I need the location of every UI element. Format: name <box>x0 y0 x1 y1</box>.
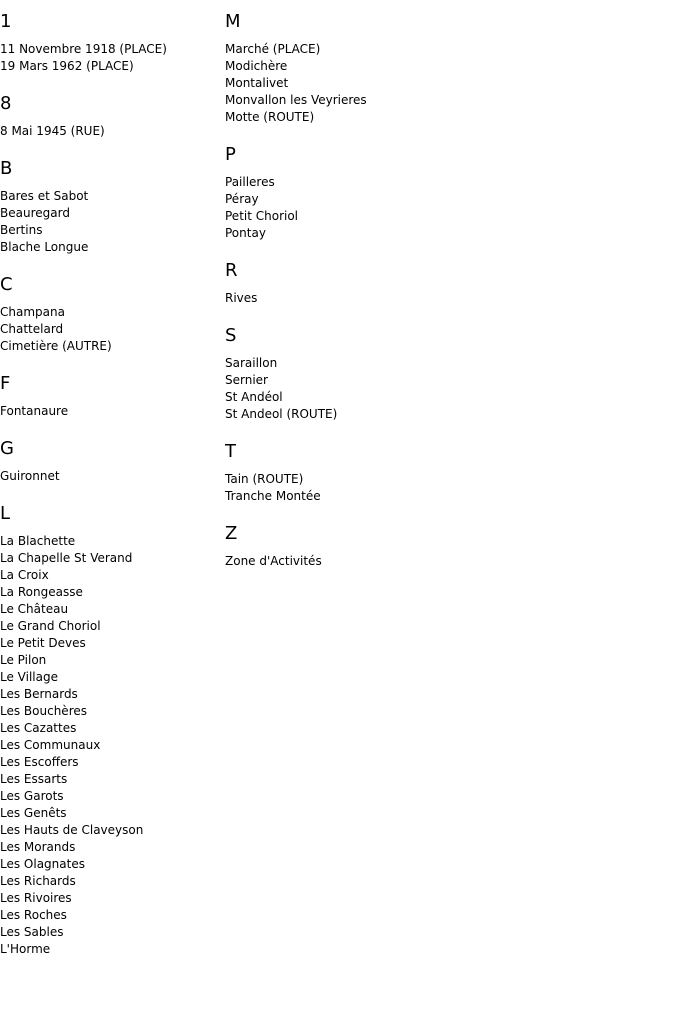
street-list <box>0 188 220 256</box>
section-letter: P <box>225 144 236 165</box>
section-letter: L <box>0 503 11 524</box>
street-item: Le Pilon <box>0 653 47 667</box>
street-item: Les Richards <box>0 874 76 888</box>
section-letter: S <box>225 325 237 346</box>
street-item: Les Essarts <box>0 772 68 786</box>
street-item: Zone d'Activités <box>225 554 322 568</box>
index-section-t <box>225 441 665 505</box>
street-item: Les Olagnates <box>0 857 85 871</box>
street-item: Blache Longue <box>0 240 89 254</box>
street-item: Monvallon les Veyrieres <box>225 93 367 107</box>
street-item: Le Grand Choriol <box>0 619 101 633</box>
street-item: Les Escoffers <box>0 755 79 769</box>
street-item: 11 Novembre 1918 (PLACE) <box>0 42 167 56</box>
index-section-1 <box>0 11 220 75</box>
street-item: Les Morands <box>0 840 76 854</box>
street-item: L'Horme <box>0 942 51 956</box>
index-section-g <box>0 438 220 485</box>
street-item: Motte (ROUTE) <box>225 110 315 124</box>
section-letter: B <box>0 158 13 179</box>
street-item: La Blachette <box>0 534 76 548</box>
street-list <box>225 41 665 126</box>
street-item: St Andéol <box>225 390 283 404</box>
street-item: Chattelard <box>0 322 64 336</box>
index-section-8 <box>0 93 220 140</box>
street-item: Beauregard <box>0 206 70 220</box>
street-list <box>225 553 665 570</box>
street-item: Le Village <box>0 670 58 684</box>
street-item: Bares et Sabot <box>0 189 89 203</box>
street-item: Modichère <box>225 59 288 73</box>
section-letter: Z <box>225 523 238 544</box>
street-list <box>0 468 220 485</box>
street-item: Le Petit Deves <box>0 636 86 650</box>
street-item: Les Sables <box>0 925 64 939</box>
street-list <box>0 533 220 958</box>
street-item: Guironnet <box>0 469 60 483</box>
street-item: Montalivet <box>225 76 289 90</box>
index-section-f <box>0 373 220 420</box>
street-item: Pailleres <box>225 175 275 189</box>
section-letter: G <box>0 438 14 459</box>
street-item: Saraillon <box>225 356 278 370</box>
index-section-s <box>225 325 665 423</box>
street-item: Rives <box>225 291 258 305</box>
street-item: Péray <box>225 192 259 206</box>
street-item: 19 Mars 1962 (PLACE) <box>0 59 134 73</box>
street-item: Champana <box>0 305 65 319</box>
street-item: Les Rivoires <box>0 891 72 905</box>
index-section-p <box>225 144 665 242</box>
street-item: Pontay <box>225 226 266 240</box>
index-section-l <box>0 503 220 958</box>
street-item: Sernier <box>225 373 268 387</box>
street-item: Petit Choriol <box>225 209 299 223</box>
section-letter: C <box>0 274 13 295</box>
section-letter: T <box>225 441 236 462</box>
street-item: La Croix <box>0 568 49 582</box>
street-list <box>0 41 220 75</box>
street-list <box>225 174 665 242</box>
street-item: Tain (ROUTE) <box>225 472 304 486</box>
index-section-z <box>225 523 665 570</box>
street-item: Tranche Montée <box>225 489 321 503</box>
street-item: Cimetière (AUTRE) <box>0 339 112 353</box>
index-section-c <box>0 274 220 355</box>
street-list <box>225 471 665 505</box>
section-letter: M <box>225 11 241 32</box>
street-item: Les Bouchères <box>0 704 87 718</box>
street-list <box>0 304 220 355</box>
street-item: Les Communaux <box>0 738 101 752</box>
street-list <box>225 355 665 423</box>
section-letter: 1 <box>0 11 12 32</box>
section-letter: 8 <box>0 93 12 114</box>
street-item: Les Garots <box>0 789 64 803</box>
section-letter: F <box>0 373 11 394</box>
street-item: Le Château <box>0 602 69 616</box>
street-item: 8 Mai 1945 (RUE) <box>0 124 105 138</box>
street-list <box>225 290 665 307</box>
street-item: Bertins <box>0 223 43 237</box>
street-item: La Chapelle St Verand <box>0 551 133 565</box>
street-item: Les Genêts <box>0 806 67 820</box>
street-item: Les Bernards <box>0 687 78 701</box>
street-item: Fontanaure <box>0 404 69 418</box>
index-section-m <box>225 11 665 126</box>
street-item: La Rongeasse <box>0 585 83 599</box>
street-item: Marché (PLACE) <box>225 42 321 56</box>
index-section-b <box>0 158 220 256</box>
street-list <box>0 123 220 140</box>
street-item: Les Cazattes <box>0 721 77 735</box>
street-list <box>0 403 220 420</box>
index-section-r <box>225 260 665 307</box>
street-index-left-column <box>0 0 220 958</box>
street-item: St Andeol (ROUTE) <box>225 407 338 421</box>
street-index-right-column <box>225 0 665 570</box>
street-item: Les Hauts de Claveyson <box>0 823 144 837</box>
street-item: Les Roches <box>0 908 67 922</box>
section-letter: R <box>225 260 238 281</box>
